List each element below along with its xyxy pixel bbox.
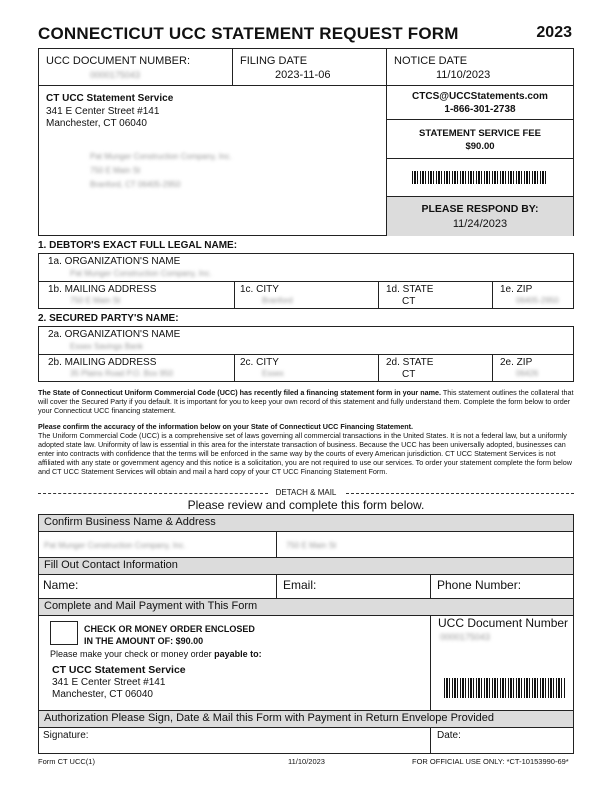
footer-official: FOR OFFICIAL USE ONLY: *CT-10153990-69* [412, 757, 569, 766]
secured-org-label: 2a. ORGANIZATION'S NAME [48, 329, 181, 340]
email-field[interactable] [277, 575, 429, 597]
doc-number-value: 0000175043 [90, 70, 141, 80]
notice-p1-bold: The State of Connecticut Uniform Commercial Code (UCC) has recently filed a financing statement form in your name. [38, 388, 441, 397]
footer-form-id: Form CT UCC(1) [38, 757, 95, 766]
contact-email: CTCS@UCCStatements.com [412, 91, 548, 102]
filing-date-label: FILING DATE [240, 55, 308, 67]
phone-field[interactable] [431, 575, 573, 597]
respond-date: 11/24/2023 [452, 218, 508, 230]
doc-number-label: UCC DOCUMENT NUMBER: [46, 55, 191, 67]
footer-date: 11/10/2023 [288, 757, 325, 766]
secured-heading: 2. SECURED PARTY'S NAME: [38, 313, 179, 324]
debtor-state-value: CT [402, 296, 416, 307]
debtor-heading: 1. DEBTOR'S EXACT FULL LEGAL NAME: [38, 240, 238, 251]
confirm-business-name: Pat Munger Construction Company, Inc. [44, 541, 186, 550]
debtor-city-value: Branford [262, 296, 293, 305]
notice-paragraph-1 [38, 388, 578, 415]
respond-panel [387, 196, 573, 236]
name-field[interactable] [39, 575, 275, 597]
payment-checkbox[interactable] [50, 621, 78, 645]
auth-heading: Authorization Please Sign, Date & Mail this Form with Payment in Return Envelope Provided [44, 712, 494, 724]
secured-city-value: Essex [262, 369, 284, 378]
debtor-org-label: 1a. ORGANIZATION'S NAME [48, 256, 181, 267]
notice-paragraph-2 [38, 422, 578, 476]
contact-phone: 1-866-301-2738 [444, 104, 516, 115]
payment-heading: Complete and Mail Payment with This Form [44, 600, 258, 612]
respond-label: PLEASE RESPOND BY: [421, 203, 539, 215]
payee-street: 341 E Center Street #141 [52, 677, 166, 688]
fee-amount: $90.00 [465, 141, 495, 152]
recipient-line1: Pat Munger Construction Company, Inc. [90, 152, 232, 161]
payable-line [50, 649, 262, 659]
detach-line-left [38, 493, 268, 494]
doc-number-lower: 0000175043 [440, 632, 491, 642]
check-line-1: CHECK OR MONEY ORDER ENCLOSED [84, 624, 255, 634]
notice-date-label: NOTICE DATE [394, 55, 468, 67]
contact-heading: Fill Out Contact Information [44, 559, 178, 571]
payee-name: CT UCC Statement Service [52, 664, 186, 676]
payable-prefix: Please make your check or money order [50, 649, 215, 659]
debtor-org-value: Pat Munger Construction Company, Inc. [70, 269, 212, 278]
secured-zip-label: 2e. ZIP [500, 357, 533, 368]
confirm-business-address: 750 E Main St [286, 541, 337, 550]
debtor-city-label: 1c. CITY [240, 284, 279, 295]
secured-state-label: 2d. STATE [386, 357, 434, 368]
service-name: CT UCC Statement Service [46, 93, 174, 104]
notice-p1-rest: This statement outlines the collateral that will cover the Secured Party if you default. It is important for you to keep your own record of this statement and fully understand them. Complete the form below to order your Connecticut UCC financing statement. [38, 388, 574, 415]
secured-addr-label: 2b. MAILING ADDRESS [48, 357, 157, 368]
debtor-addr-value: 750 E Main St [70, 296, 121, 305]
secured-city-label: 2c. CITY [240, 357, 279, 368]
secured-zip-value: 06426 [516, 369, 539, 378]
notice-p2-rest: The Uniform Commercial Code (UCC) is a comprehensive set of laws governing all commercial transactions in the United States. It is not a federal law, but a uniformly adopted state law. Uniformity of law is essential in this area for the interstate transaction of business. Because the UCC has been universally adopted, businesses can enter into contracts with confidence that the terms will be enforced in the same way by the courts of every American jurisdiction. CT UCC Statement Services is not affiliated with any state or government agency and this notice is a solicitation, you are not required to use our services. To order your statement complete the form below and CT UCC Statement Services will obtain and mail a hard copy of your CT UCC Financing Statement Form. [38, 431, 572, 476]
notice-p2-bold: Please confirm the accuracy of the information below on your State of Connecticut UCC Financing Statement. [38, 422, 414, 431]
phone-label: Phone Number: [437, 578, 522, 592]
payee-city: Manchester, CT 06040 [52, 689, 153, 700]
secured-state-value: CT [402, 369, 416, 380]
secured-addr-value: 35 Plains Road P.O. Box 950 [70, 369, 174, 378]
secured-org-value: Essex Savings Bank [70, 342, 143, 351]
check-line-2: IN THE AMOUNT OF: $90.00 [84, 636, 204, 646]
name-label: Name: [43, 578, 79, 592]
signature-label: Signature: [43, 730, 89, 741]
form-title: CONNECTICUT UCC STATEMENT REQUEST FORM [38, 24, 459, 43]
date-field[interactable] [431, 728, 573, 753]
service-street: 341 E Center Street #141 [46, 106, 160, 117]
form-year: 2023 [536, 24, 572, 41]
debtor-zip-value: 06405-2950 [516, 296, 559, 305]
confirm-heading: Confirm Business Name & Address [44, 516, 216, 528]
payable-bold: payable to: [214, 649, 262, 659]
date-label: Date: [437, 730, 461, 741]
notice-date-value: 11/10/2023 [436, 69, 491, 81]
email-label: Email: [283, 578, 317, 592]
recipient-line2: 750 E Main St [90, 166, 141, 175]
debtor-state-label: 1d. STATE [386, 284, 434, 295]
detach-line-right [346, 493, 574, 494]
signature-field[interactable] [39, 728, 429, 753]
barcode-top [412, 171, 548, 184]
fee-label: STATEMENT SERVICE FEE [419, 128, 541, 139]
review-instruction: Please review and complete this form below. [187, 498, 425, 512]
doc-number-label-lower: UCC Document Number [438, 616, 569, 630]
barcode-bottom [444, 678, 566, 698]
debtor-addr-label: 1b. MAILING ADDRESS [48, 284, 157, 295]
filing-date-value: 2023-11-06 [275, 69, 331, 81]
debtor-zip-label: 1e. ZIP [500, 284, 533, 295]
detach-label: DETACH & MAIL [275, 488, 337, 497]
service-city: Manchester, CT 06040 [46, 118, 147, 129]
recipient-line3: Branford, CT 06405-2950 [90, 180, 181, 189]
